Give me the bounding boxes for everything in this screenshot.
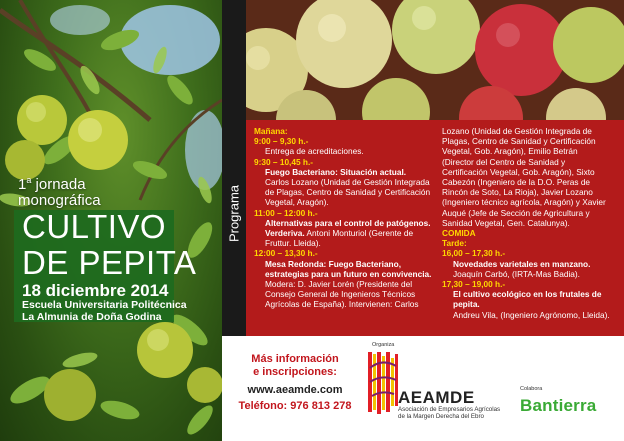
aeamde-subtitle-2: de la Margen Derecha del Ebro [398, 413, 484, 420]
program-panel [246, 120, 624, 336]
phone-number: Teléfono: 976 813 278 [238, 400, 352, 412]
slot4-line1: Modera: D. Javier Lorén (Presidente del [265, 279, 413, 290]
aeamde-subtitle-1: Asociación de Empresarios Agrícolas [398, 406, 501, 413]
event-date: 18 diciembre 2014 [22, 281, 169, 300]
slot3-line2: Fruttur. Lleida). [265, 238, 321, 249]
program-column-2 [442, 126, 620, 320]
panel-line3: Vegetal, Gob. Aragón), Emilio Betrán [442, 146, 578, 157]
slot2-time: 9:30 – 10,45 h.- [254, 156, 314, 167]
panel-line10: Sanidad Vegetal, Gen. Catalunya). [442, 217, 570, 228]
slot1-text: Entrega de acreditaciones. [265, 146, 364, 157]
venue-line1: Escuela Universitaria Politécnica [22, 299, 187, 311]
info-line2: e inscripciones: [253, 366, 337, 378]
slot4-line3: Agrícolas de España). Intervienen: Carlos [265, 299, 419, 310]
slot5-time: 16,00 – 17,30 h.- [442, 248, 506, 259]
slot2-line3: Vegetal, Aragón). [265, 197, 329, 208]
apples-illustration [246, 0, 624, 120]
aeamde-logo-icon [366, 348, 400, 420]
slot6-time: 17,30 – 19,00 h.- [442, 279, 506, 290]
slot3-line1: Verderiva. Antoni Monturiol (Gerente de [265, 228, 414, 239]
slot4-title1: Mesa Redonda: Fuego Bacteriano, [265, 258, 401, 269]
event-heading [18, 172, 218, 209]
bantierra-logo: Bantierra [520, 396, 597, 415]
footer [222, 336, 624, 441]
jornada-label: 1$^a$ jornada [18, 175, 86, 193]
program-column-1 [254, 126, 444, 310]
slot2-line2: de Plagas, Centro de Sanidad y Certificación [265, 187, 431, 198]
slot3-time: 11:00 – 12:00 h.- [254, 207, 318, 218]
morning-label: Mañana: [254, 126, 288, 136]
panel-line7: Rincón de Soto, La Rioja), Javier Lozano [442, 187, 593, 198]
panel-line2: Plagas, Centro de Sanidad y Certificación [442, 136, 596, 147]
organiza-label: Organiza [372, 342, 395, 348]
aeamde-name: AEAMDE [398, 388, 475, 407]
event-title-line1: CULTIVO [22, 208, 167, 245]
comida-label: COMIDA [442, 228, 476, 239]
panel-line6: Cabezón (Ingeniero de la D.O. Peras de [442, 177, 591, 188]
slot4-time: 12:00 – 13,30 h.- [254, 248, 318, 259]
slot5-title: Novedades varietales en manzano. [453, 258, 591, 269]
slot4-line2: Consejo General de Ingenieros Técnicos [265, 289, 416, 300]
slot6-title: El cultivo ecológico en los frutales de pepita. [453, 289, 602, 310]
slot6-text: Andreu Vila, (Ingeniero Agrónomo, Lleida). [453, 309, 610, 320]
panel-line5: Certificación Vegetal, Gob. Aragón), Sixto [442, 166, 595, 177]
orchard-photo [0, 0, 222, 441]
monografica-label: monográfica [18, 192, 101, 209]
website-link[interactable]: www.aeamde.com [247, 384, 343, 396]
programa-label: Programa [226, 184, 242, 243]
info-line1: Más información [251, 353, 339, 365]
slot3-title: Alternativas para el control de patógenos. [265, 217, 431, 228]
panel-line8: (Ingeniero técnico agrícola, Aragón) y Xavier [442, 197, 606, 208]
panel-line9: Auqué (Jefe de Sección de Agricultura y [442, 207, 590, 218]
slot1-time: 9:00 – 9,30 h.- [254, 136, 309, 147]
venue-line2: La Almunia de Doña Godina [22, 311, 162, 323]
afternoon-label: Tarde: [442, 238, 467, 249]
slot2-title: Fuego Bacteriano: Situación actual. [265, 166, 407, 177]
slot5-text: Joaquín Carbó, (IRTA-Mas Badia). [453, 268, 580, 279]
apples-photo [246, 0, 624, 120]
event-title-line2: DE PEPITA [22, 244, 197, 281]
colabora-label: Colabora [520, 386, 543, 392]
panel-line1: Lozano (Unidad de Gestión Integrada de [442, 126, 592, 136]
programa-label-wrap [222, 118, 246, 318]
slot4-title2: estrategias para un futuro en convivencia. [265, 268, 432, 279]
slot2-line1: Carlos Lozano (Unidad de Gestión Integrada [265, 177, 430, 188]
panel-line4: (Director del Centro de Sanidad y [442, 156, 566, 167]
